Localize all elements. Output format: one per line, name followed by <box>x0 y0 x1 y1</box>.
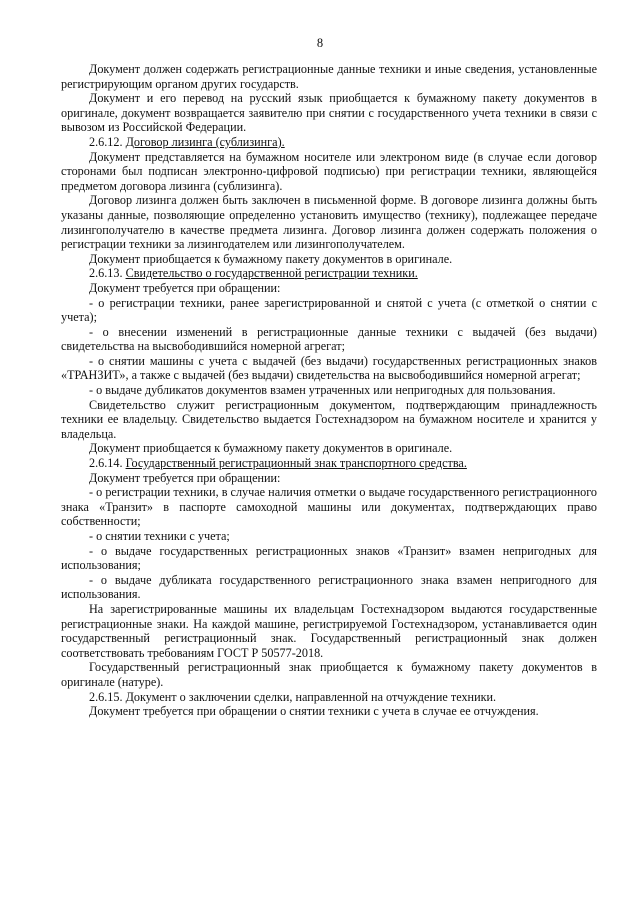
list-item: - о регистрации техники, ранее зарегистрированной и снятой с учета (с отметкой о снятии с учета); <box>61 295 597 325</box>
list-item: - о снятии машины с учета с выдачей (без выдачи) государственных регистрационных знаков «ТРАНЗИТ», а также с выдачей (без выдачи) свидетельства на высвободившийся номерной агрегат; <box>61 353 597 383</box>
paragraph: Документ должен содержать регистрационные данные техники и иные сведения, установленные регистрирующим органом других государств. <box>61 62 597 91</box>
section-number: 2.6.12. <box>89 134 126 149</box>
paragraph: На зарегистрированные машины их владельцам Гостехнадзором выдаются государственные регистрационные знаки. На каждой машине, регистрируемой Гостехнадзором, устанавливается один государственный регистрационный знак. Государственный регистрационный знак должен соответствовать требованиям ГОСТ Р 50577-2018. <box>61 601 597 660</box>
paragraph: Свидетельство служит регистрационным документом, подтверждающим принадлежность техники ее владельцу. Свидетельство выдается Гостехнадзором на бумажном носителе и хранится у владельца. <box>61 397 597 441</box>
paragraph: Документ требуется при обращении: <box>89 280 281 295</box>
paragraph: Документ и его перевод на русский язык приобщается к бумажному пакету документов в оригинале, документ возвращается заявителю при снятии с государственного учета техники в связи с вывозом из Российской Федерации. <box>61 91 597 135</box>
section-number: 2.6.14. <box>89 456 126 471</box>
section-title: Договор лизинга (сублизинга). <box>125 134 285 149</box>
paragraph: Документ приобщается к бумажному пакету документов в оригинале. <box>89 441 453 456</box>
section-number: 2.6.13. <box>89 266 126 281</box>
list-item: - о регистрации техники, в случае наличия отметки о выдаче государственного регистрационного знака «Транзит» в паспорте самоходной машины или документах, подтверждающих право собственности; <box>61 485 597 529</box>
paragraph: Договор лизинга должен быть заключен в письменной форме. В договоре лизинга должны быть указаны данные, позволяющие определенно установить имущество (технику), подлежащее передаче лизингополучателю в качестве предмета лизинга. Договор лизинга должен содержать положения о регистрации техники за лизингодателем или лизингополучателем. <box>61 193 597 252</box>
section-title: Свидетельство о государственной регистрации техники. <box>125 266 418 281</box>
paragraph: Документ требуется при обращении: <box>89 470 281 485</box>
section-heading-2-6-13 <box>61 266 597 281</box>
page-body <box>61 62 597 719</box>
list-item: - о выдаче дубликата государственного регистрационного знака взамен непригодного для использования. <box>61 572 597 602</box>
list-item: - о выдаче государственных регистрационных знаков «Транзит» взамен непригодных для использования; <box>61 543 597 573</box>
section-heading-2-6-12 <box>61 135 597 150</box>
section-heading-2-6-14 <box>61 456 597 471</box>
paragraph: Документ представляется на бумажном носителе или электроном виде (в случае если договор сторонами был подписан электронно-цифровой подписью) при регистрации техники, являющейся предметом договора лизинга (сублизинга). <box>61 149 597 193</box>
list-item: - о снятии техники с учета; <box>89 529 230 543</box>
paragraph: Документ требуется при обращении о снятии техники с учета в случае ее отчуждения. <box>89 704 539 719</box>
section-heading-2-6-15: 2.6.15. Документ о заключении сделки, направленной на отчуждение техники. <box>89 689 497 704</box>
section-title: Государственный регистрационный знак транспортного средства. <box>125 456 467 471</box>
list-item: - о внесении изменений в регистрационные данные техники с выдачей (без выдачи) свидетельства на высвободившийся номерной агрегат; <box>61 324 597 354</box>
paragraph: Государственный регистрационный знак приобщается к бумажному пакету документов в оригинале (натуре). <box>61 660 597 689</box>
page-number: 8 <box>316 36 324 50</box>
list-item: - о выдаче дубликатов документов взамен утраченных или непригодных для пользования. <box>89 383 556 398</box>
paragraph: Документ приобщается к бумажному пакету документов в оригинале. <box>89 251 453 266</box>
